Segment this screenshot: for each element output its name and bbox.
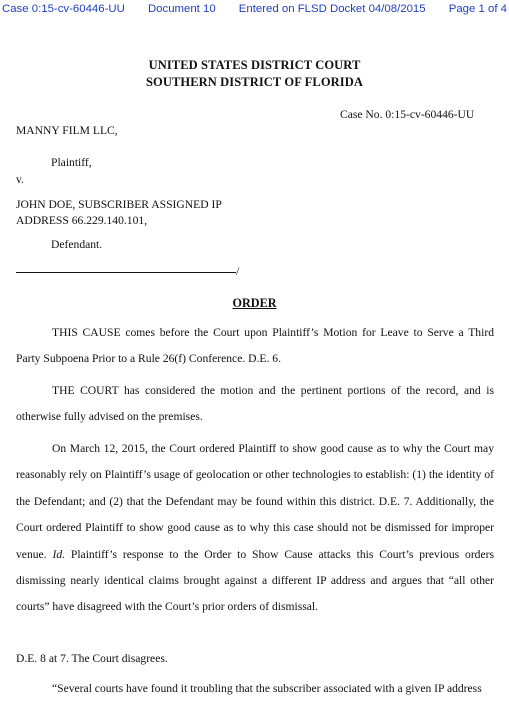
plaintiff-name: MANNY FILM LLC, <box>16 124 118 137</box>
defendant-name-line1: JOHN DOE, SUBSCRIBER ASSIGNED IP <box>16 198 222 211</box>
stamp-case-number: Case 0:15-cv-60446-UU <box>2 3 125 15</box>
paragraph-3-text-b: Plaintiff’s response to the Order to Show Cause attacks this Court’s previous orders dismissing nearly identical claims brought against a different IP address and argues that “all other courts” have disagreed with the Court’s prior orders of dismissal. <box>16 547 494 614</box>
paragraph-2-line2: otherwise fully advised on the premises. <box>16 410 203 423</box>
defendant-role: Defendant. <box>51 238 103 251</box>
paragraph-2-line1: THE COURT has considered the motion and the pertinent portions of the record, and is <box>52 384 494 397</box>
paragraph-1-line2: Party Subpoena Prior to a Rule 26(f) Conference. D.E. 6. <box>16 352 281 365</box>
caption-underline <box>16 272 236 273</box>
court-name-line1: UNITED STATES DISTRICT COURT <box>148 58 361 72</box>
case-number: Case No. 0:15-cv-60446-UU <box>340 108 475 121</box>
stamp-entered: Entered on FLSD Docket 04/08/2015 <box>238 3 426 15</box>
order-title: ORDER <box>232 296 277 310</box>
plaintiff-role: Plaintiff, <box>51 156 92 169</box>
stamp-document: Document 10 <box>147 3 216 15</box>
paragraph-1-line1: THIS CAUSE comes before the Court upon Plaintiff’s Motion for Leave to Serve a Third <box>52 326 494 339</box>
paragraph-3-text-a: On March 12, 2015, the Court ordered Plaintiff to show good cause as to why the Court may reasonably rely on Plaintiff’s usage of geolocation or other technologies to establish: (1) the identity of the Defendant; and (2) that the Defendant may be found within this district. D.E. 7. Additionally, the Court ordered Plaintiff to show good cause as to why this case should not be dismissed for improper venue. <box>16 442 494 561</box>
id-citation: Id. <box>52 547 66 561</box>
defendant-name-line2: ADDRESS 66.229.140.101, <box>16 214 148 227</box>
stamp-page: Page 1 of 4 <box>448 3 507 15</box>
docket-header-stamp <box>2 3 507 15</box>
versus: v. <box>16 173 24 186</box>
paragraph-3-last-line: D.E. 8 at 7. The Court disagrees. <box>16 652 168 665</box>
court-name-line2: SOUTHERN DISTRICT OF FLORIDA <box>145 75 364 89</box>
paragraph-4-line1: “Several courts have found it troubling that the subscriber associated with a given IP address <box>52 682 482 695</box>
caption-slash: / <box>236 264 240 278</box>
paragraph-3 <box>16 436 494 621</box>
